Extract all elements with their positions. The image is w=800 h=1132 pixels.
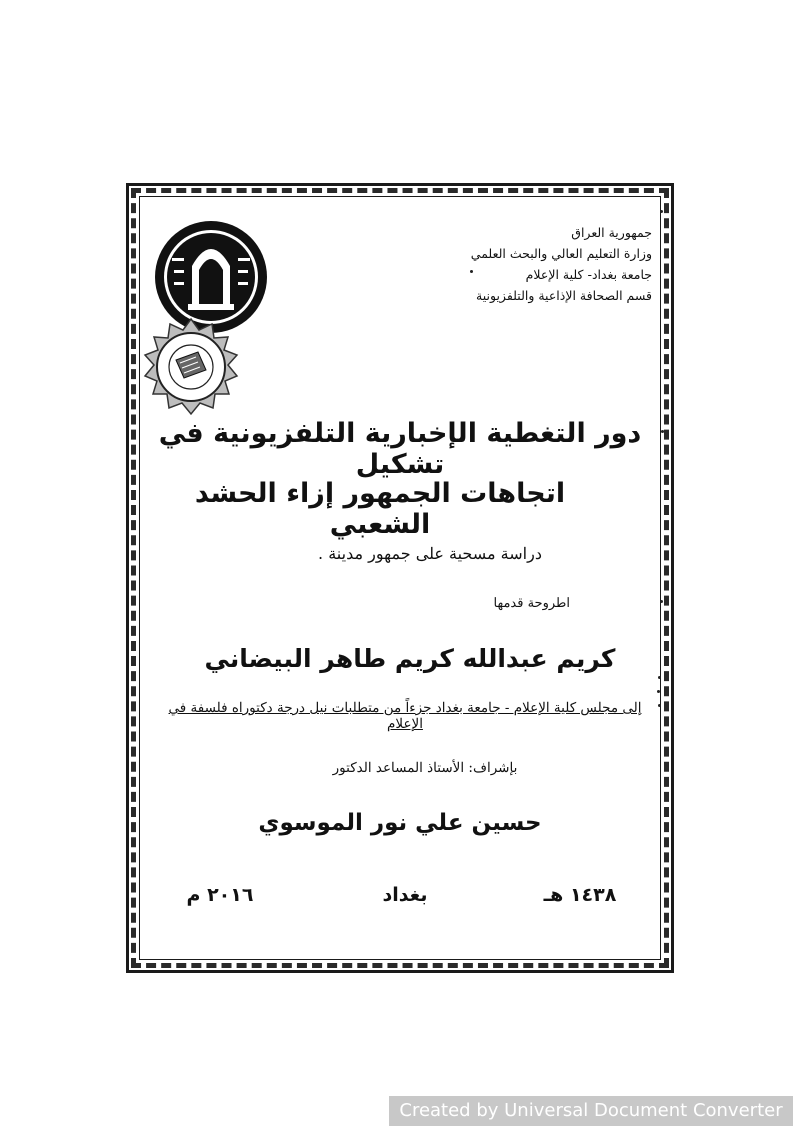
thesis-title-line2: اتجاهات الجمهور إزاء الحشد الشعبي xyxy=(194,478,566,540)
hijri-year: ١٤٣٨ هـ xyxy=(543,884,617,906)
submission-statement: إلى مجلس كلية الإعلام - جامعة بغداد جزءاً من متطلبات نيل درجة دكتوراه فلسفة في الإعلام xyxy=(168,700,642,732)
converter-watermark: Created by Universal Document Converter xyxy=(389,1096,793,1126)
author-name: كريم عبدالله كريم طاهر البيضاني xyxy=(204,644,616,673)
gregorian-year: ٢٠١٦ م xyxy=(186,884,254,906)
city-name: بغداد xyxy=(382,884,428,906)
archive-stamp-icon xyxy=(136,316,246,426)
header-country: جمهورية العراق xyxy=(571,225,652,240)
thesis-by-label: اطروحة قدمها xyxy=(493,596,570,611)
header-department: قسم الصحافة الإذاعية والتلفزيونية xyxy=(476,288,652,303)
header-ministry: وزارة التعليم العالي والبحث العلمي xyxy=(470,246,652,261)
supervision-label: بإشراف: الأستاذ المساعد الدكتور xyxy=(332,760,518,776)
thesis-subtitle: دراسة مسحية على جمهور مدينة . xyxy=(318,544,542,563)
institution-header xyxy=(402,222,652,306)
supervisor-name: حسين علي نور الموسوي xyxy=(258,810,542,836)
header-university: جامعة بغداد- كلية الإعلام xyxy=(525,267,652,282)
thesis-title-line1: دور التغطية الإخبارية التلفزيونية في تشكيل xyxy=(158,418,642,480)
